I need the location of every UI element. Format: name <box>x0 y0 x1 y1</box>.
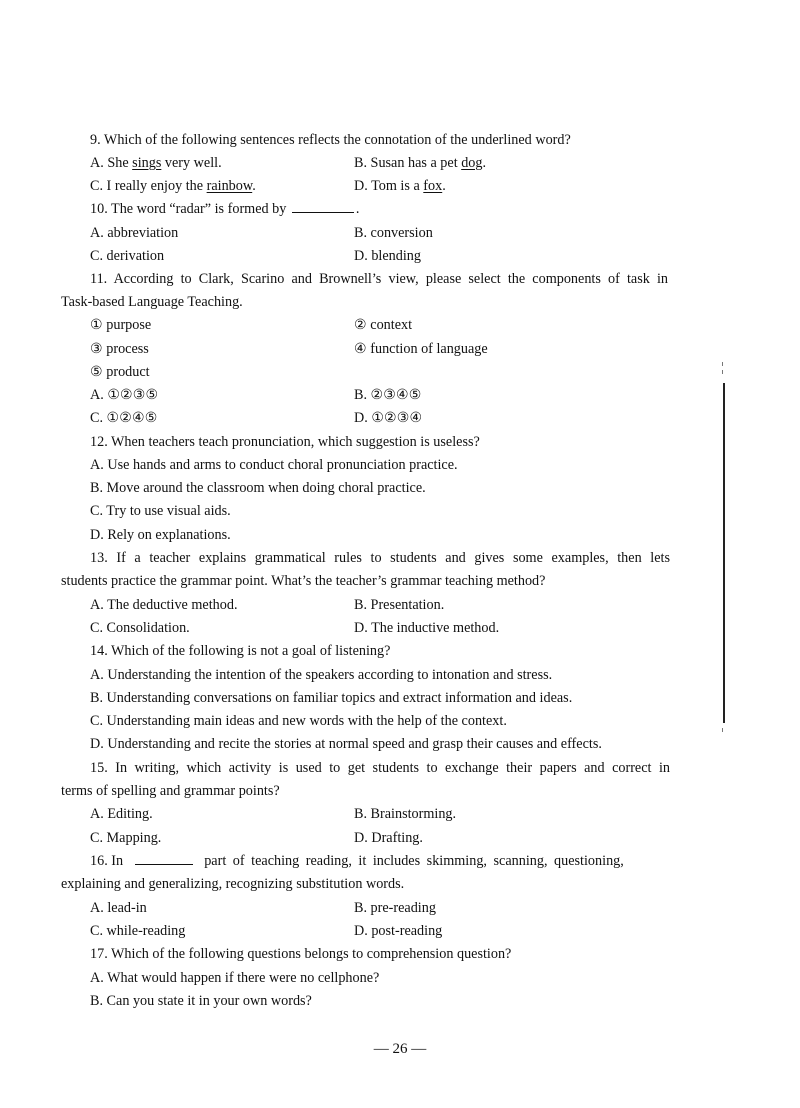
q15-stem-line2: terms of spelling and grammar points? <box>61 783 280 799</box>
q16-option-c[interactable]: C. while-reading <box>90 923 186 939</box>
q17-stem: 17. Which of the following questions belongs to comprehension question? <box>90 946 512 962</box>
q15-option-c[interactable]: C. Mapping. <box>90 830 162 846</box>
q11-stem-line1: 11. According to Clark, Scarino and Brownell’s view, please select the components of task in <box>90 271 668 287</box>
q11-option-c[interactable]: C. ①②④⑤ <box>90 410 158 426</box>
q9-c-end: . <box>252 178 256 194</box>
q11-option-b[interactable]: B. ②③④⑤ <box>354 387 422 403</box>
q10-option-c[interactable]: C. derivation <box>90 248 165 264</box>
q11-stem-line2: Task-based Language Teaching. <box>61 294 243 310</box>
q11-item-1: ① purpose <box>90 317 152 333</box>
q10-stem <box>90 200 359 218</box>
answer-blank[interactable] <box>292 200 354 213</box>
q9-stem: 9. Which of the following sentences reflects the connotation of the underlined word? <box>90 132 571 148</box>
q11-item-4: ④ function of language <box>354 341 488 357</box>
q9-option-d[interactable] <box>354 177 446 195</box>
q16-stem-line1 <box>90 852 624 870</box>
q17-option-b[interactable]: B. Can you state it in your own words? <box>90 993 312 1009</box>
q13-option-c[interactable]: C. Consolidation. <box>90 620 190 636</box>
q13-option-d[interactable]: D. The inductive method. <box>354 620 500 636</box>
q15-option-b[interactable]: B. Brainstorming. <box>354 806 457 822</box>
q15-option-d[interactable]: D. Drafting. <box>354 830 423 846</box>
q9-d-text: D. Tom is a <box>354 178 424 194</box>
q9-a-text: A. She <box>90 155 133 171</box>
q9-b-text: B. Susan has a pet <box>354 155 462 171</box>
q12-option-c[interactable]: C. Try to use visual aids. <box>90 503 231 519</box>
page-number: — 26 — <box>373 1041 427 1057</box>
q9-option-a[interactable] <box>90 154 222 172</box>
q9-option-b[interactable] <box>354 154 486 172</box>
margin-rule <box>723 383 725 723</box>
q16-stem-start: 16. In <box>90 853 124 869</box>
q9-d-end: . <box>442 178 446 194</box>
q11-item-5: ⑤ product <box>90 364 150 380</box>
q9-b-end: . <box>482 155 487 171</box>
q16-option-b[interactable]: B. pre-reading <box>354 900 436 916</box>
q13-option-b[interactable]: B. Presentation. <box>354 597 445 613</box>
q14-option-c[interactable]: C. Understanding main ideas and new words with the help of the context. <box>90 713 507 729</box>
q16-stem-rest: part of teaching reading, it includes skimming, scanning, questioning, <box>204 853 624 869</box>
q10-option-a[interactable]: A. abbreviation <box>90 225 179 241</box>
q11-option-d[interactable]: D. ①②③④ <box>354 410 423 426</box>
q11-item-2: ② context <box>354 317 413 333</box>
q9-d-underlined: fox <box>423 178 443 194</box>
q9-c-underlined: rainbow <box>206 178 253 194</box>
q11-item-3: ③ process <box>90 341 149 357</box>
margin-tick-top-2 <box>722 370 723 374</box>
q12-option-b[interactable]: B. Move around the classroom when doing choral practice. <box>90 480 426 496</box>
q14-option-b[interactable]: B. Understanding conversations on familiar topics and extract information and ideas. <box>90 690 573 706</box>
q14-stem: 14. Which of the following is not a goal of listening? <box>90 643 391 659</box>
q17-option-a[interactable]: A. What would happen if there were no cellphone? <box>90 970 380 986</box>
answer-blank[interactable] <box>135 852 193 865</box>
q16-stem-line2: explaining and generalizing, recognizing substitution words. <box>61 876 405 892</box>
q14-option-a[interactable]: A. Understanding the intention of the speakers according to intonation and stress. <box>90 667 553 683</box>
q10-stem-text: 10. The word “radar” is formed by <box>90 201 287 217</box>
q9-option-c[interactable] <box>90 177 256 195</box>
q14-option-d[interactable]: D. Understanding and recite the stories at normal speed and grasp their causes and effects. <box>90 736 602 752</box>
q10-option-b[interactable]: B. conversion <box>354 225 433 241</box>
q9-b-underlined: dog <box>461 155 483 171</box>
q10-option-d[interactable]: D. blending <box>354 248 421 264</box>
q10-stem-end: . <box>355 201 360 217</box>
q13-option-a[interactable]: A. The deductive method. <box>90 597 238 613</box>
q15-stem-line1: 15. In writing, which activity is used to get students to exchange their papers and correct in <box>90 760 670 776</box>
q12-option-a[interactable]: A. Use hands and arms to conduct choral pronunciation practice. <box>90 457 458 473</box>
margin-tick-bottom <box>722 728 723 732</box>
q16-option-d[interactable]: D. post-reading <box>354 923 443 939</box>
q13-stem-line2: students practice the grammar point. What’s the teacher’s grammar teaching method? <box>61 573 546 589</box>
margin-tick-top <box>722 362 723 366</box>
q13-stem-line1: 13. If a teacher explains grammatical rules to students and gives some examples, then lets <box>90 550 670 566</box>
q12-option-d[interactable]: D. Rely on explanations. <box>90 527 231 543</box>
q11-option-a[interactable]: A. ①②③⑤ <box>90 387 159 403</box>
q9-a-underlined: sings <box>132 155 162 171</box>
q16-option-a[interactable]: A. lead-in <box>90 900 147 916</box>
q15-option-a[interactable]: A. Editing. <box>90 806 153 822</box>
q12-stem: 12. When teachers teach pronunciation, which suggestion is useless? <box>90 434 480 450</box>
q9-c-text: C. I really enjoy the <box>90 178 207 194</box>
q9-a-end: very well. <box>161 155 222 171</box>
